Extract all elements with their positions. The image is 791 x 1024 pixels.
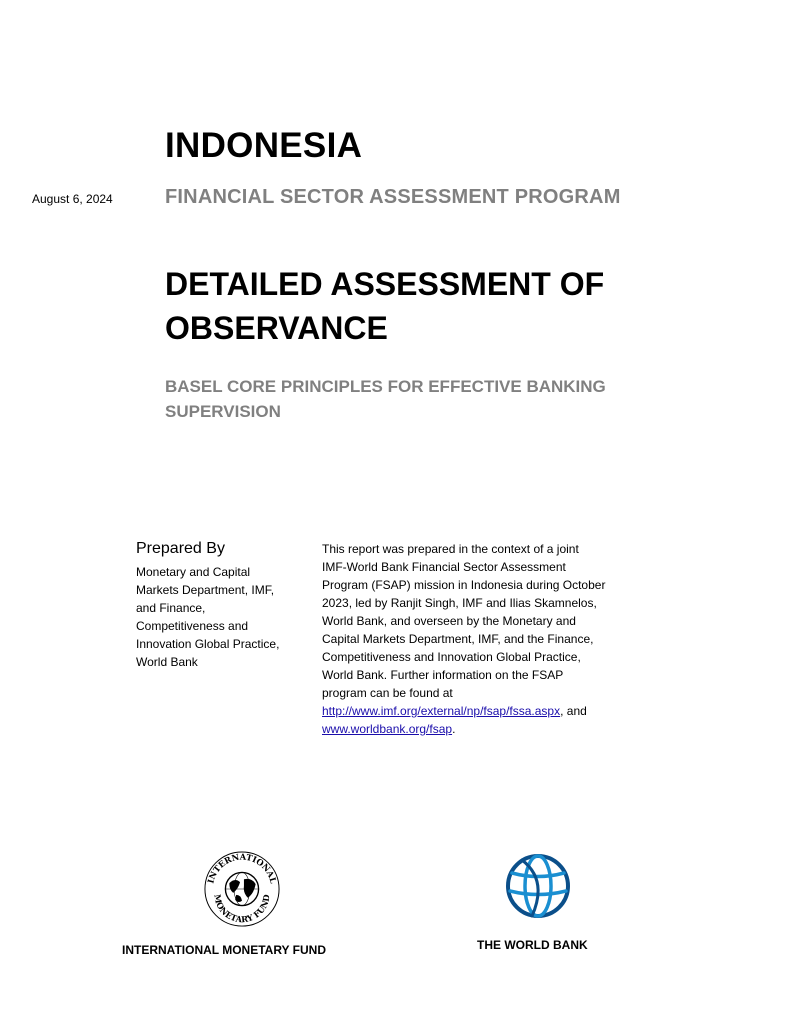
- world-bank-name: THE WORLD BANK: [477, 938, 588, 952]
- report-note-line: Program (FSAP) mission in Indonesia during October: [322, 578, 606, 592]
- globe-icon: [225, 872, 258, 905]
- imf-name: INTERNATIONAL MONETARY FUND: [122, 943, 326, 957]
- report-note-line: program can be found at: [322, 686, 453, 700]
- document-subtitle: [165, 374, 685, 424]
- globe-icon: [508, 856, 568, 916]
- imf-seal-logo: [203, 850, 281, 928]
- prepared-by-line: Competitiveness and: [136, 619, 249, 633]
- report-note-line: Capital Markets Department, IMF, and the Finance,: [322, 632, 594, 646]
- report-note-link-line: [322, 720, 652, 738]
- imf-seal-bottom-text: MONETARY FUND: [212, 893, 272, 925]
- report-note-line: This report was prepared in the context of a joint: [322, 542, 579, 556]
- document-title-line-1: DETAILED ASSESSMENT OF: [165, 266, 605, 302]
- link-separator: , and: [560, 704, 587, 718]
- prepared-by-heading: Prepared By: [136, 540, 225, 557]
- program-name: FINANCIAL SECTOR ASSESSMENT PROGRAM: [165, 186, 621, 208]
- document-subtitle-line-1: BASEL CORE PRINCIPLES FOR EFFECTIVE BANKING: [165, 377, 606, 396]
- document-title: [165, 262, 685, 350]
- report-note-line: Competitiveness and Innovation Global Practice,: [322, 650, 581, 664]
- report-note-line: World Bank. Further information on the FSAP: [322, 668, 564, 682]
- prepared-by-line: Markets Department, IMF,: [136, 583, 275, 597]
- worldbank-fsap-link[interactable]: www.worldbank.org/fsap: [322, 722, 453, 736]
- prepared-by-line: and Finance,: [136, 601, 206, 615]
- report-note-link-line: [322, 702, 652, 720]
- sentence-end: .: [452, 722, 456, 736]
- document-title-line-2: OBSERVANCE: [165, 310, 388, 346]
- report-note-line: World Bank, and overseen by the Monetary and: [322, 614, 576, 628]
- report-note-line: IMF-World Bank Financial Sector Assessment: [322, 560, 566, 574]
- report-note: [322, 540, 652, 738]
- document-subtitle-line-2: SUPERVISION: [165, 402, 281, 421]
- world-bank-globe-logo: [502, 850, 574, 922]
- imf-fsap-link[interactable]: http://www.imf.org/external/np/fsap/fssa.aspx: [322, 704, 561, 718]
- prepared-by-line: Innovation Global Practice,: [136, 637, 280, 651]
- prepared-by-line: World Bank: [136, 655, 198, 669]
- prepared-by-body: [136, 563, 311, 671]
- report-note-line: 2023, led by Ranjit Singh, IMF and Ilias Skamnelos,: [322, 596, 597, 610]
- country-title: INDONESIA: [165, 126, 363, 165]
- imf-seal-top-text: INTERNATIONAL: [205, 851, 279, 885]
- report-date: August 6, 2024: [32, 192, 113, 206]
- prepared-by-line: Monetary and Capital: [136, 565, 251, 579]
